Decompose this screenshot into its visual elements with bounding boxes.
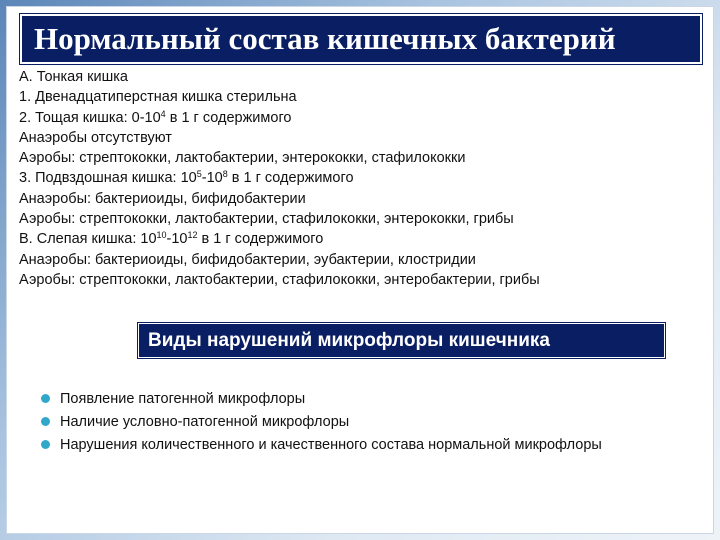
text-line — [19, 148, 709, 168]
text-segment: В. Слепая кишка: 10 — [19, 231, 157, 248]
superscript: 4 — [160, 108, 166, 119]
text-segment: 2. Тощая кишка: 0-10 — [19, 109, 161, 126]
slide-title: Нормальный состав кишечных бактерий — [34, 21, 616, 56]
text-line — [19, 168, 709, 188]
text-segment: в 1 г содержимого — [197, 231, 324, 248]
subtitle: Виды нарушений микрофлоры кишечника — [148, 330, 550, 351]
text-segment: Анаэробы: бактериоиды, бифидобактерии, эубактерии, клостридии — [19, 251, 476, 268]
text-line — [19, 270, 709, 290]
text-segment: Аэробы: стрептококки, лактобактерии, энтерококки, стафилококки — [19, 150, 466, 167]
text-segment: Анаэробы: бактериоиды, бифидобактерии — [19, 190, 306, 207]
bullet-dot-icon — [41, 394, 50, 403]
bacteria-composition-list — [19, 67, 709, 290]
superscript: 5 — [196, 169, 202, 180]
superscript: 8 — [222, 169, 228, 180]
bullet-text: Нарушения количественного и качественного состава нормальной микрофлоры — [60, 437, 602, 453]
text-segment: Анаэробы отсутствуют — [19, 129, 172, 146]
bullet-dot-icon — [41, 417, 50, 426]
title-bar — [20, 14, 702, 64]
subtitle-box — [138, 323, 665, 358]
bullet-item — [40, 411, 680, 434]
text-line — [19, 229, 709, 249]
bullet-item — [40, 434, 680, 457]
text-segment: 1. Двенадцатиперстная кишка стерильна — [19, 89, 297, 106]
bullet-list — [40, 388, 680, 457]
text-segment: Аэробы: стрептококки, лактобактерии, стафилококки, энтерококки, грибы — [19, 211, 514, 228]
text-segment: А. Тонкая кишка — [19, 69, 128, 85]
bullet-text: Наличие условно-патогенной микрофлоры — [60, 414, 350, 430]
text-line — [19, 67, 709, 87]
text-segment: -10 — [201, 170, 223, 187]
text-segment: в 1 г содержимого — [165, 109, 292, 126]
text-line — [19, 209, 709, 229]
text-segment: -10 — [166, 231, 188, 248]
text-segment: в 1 г содержимого — [227, 170, 354, 187]
text-line — [19, 108, 709, 128]
text-segment: 3. Подвздошная кишка: 10 — [19, 170, 197, 187]
superscript: 12 — [187, 230, 198, 241]
superscript: 10 — [156, 230, 167, 241]
text-line — [19, 189, 709, 209]
bullet-text: Появление патогенной микрофлоры — [60, 391, 306, 407]
text-segment: Аэробы: стрептококки, лактобактерии, стафилококки, энтеробактерии, грибы — [19, 271, 540, 288]
bullet-item — [40, 388, 680, 411]
bullet-dot-icon — [41, 440, 50, 449]
text-line — [19, 250, 709, 270]
text-line — [19, 128, 709, 148]
text-line — [19, 87, 709, 107]
